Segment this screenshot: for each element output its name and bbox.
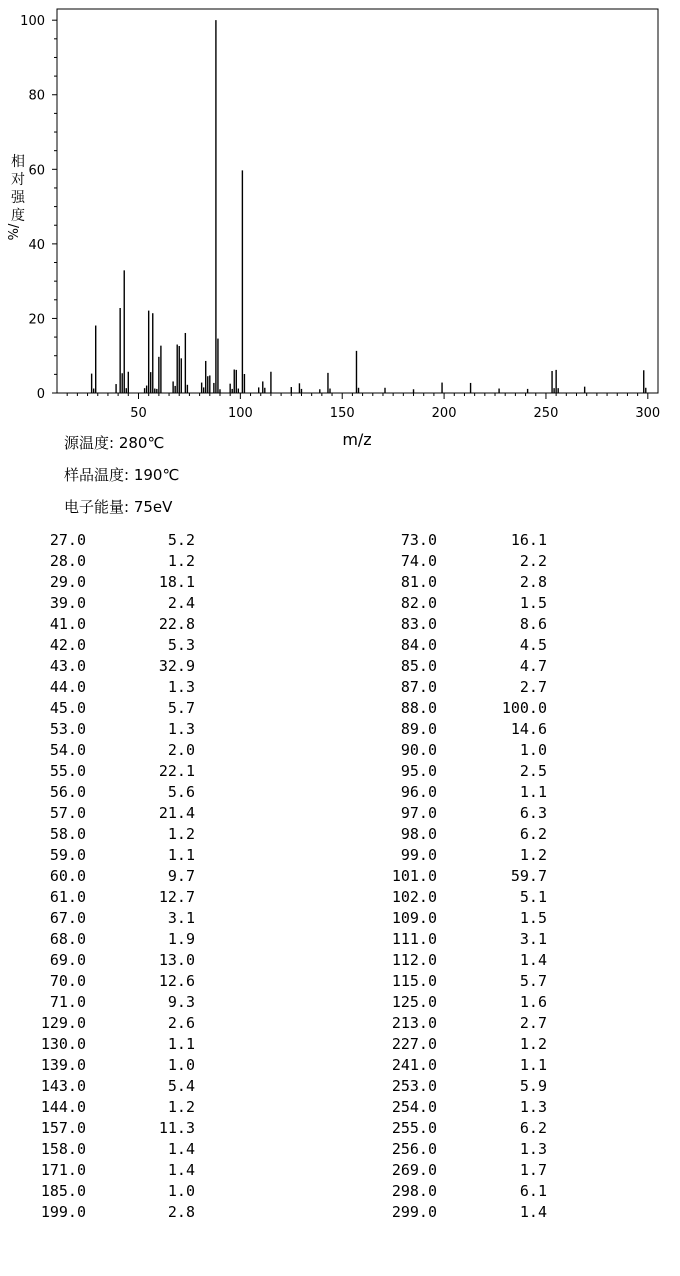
- table-row: [0, 678, 680, 699]
- mz-value: 59.0: [49, 846, 86, 864]
- table-row: [0, 804, 680, 825]
- intensity-value: 18.1: [158, 573, 195, 591]
- y-tick-label: 0: [36, 387, 45, 402]
- table-row: [0, 741, 680, 762]
- intensity-value: 1.2: [519, 1035, 547, 1053]
- intensity-value: 8.6: [519, 615, 547, 633]
- mz-value: 95.0: [400, 762, 437, 780]
- mz-value: 84.0: [400, 636, 437, 654]
- intensity-value: 1.0: [519, 741, 547, 759]
- mz-value: 27.0: [49, 531, 86, 549]
- table-row: [0, 951, 680, 972]
- table-row: [0, 636, 680, 657]
- mz-value: 199.0: [40, 1203, 86, 1221]
- y-axis-label: [7, 153, 26, 240]
- mz-value: 129.0: [40, 1014, 86, 1032]
- mz-value: 115.0: [391, 972, 437, 990]
- mz-value: 130.0: [40, 1035, 86, 1053]
- intensity-value: 14.6: [510, 720, 547, 738]
- mz-value: 96.0: [400, 783, 437, 801]
- mz-value: 256.0: [391, 1140, 437, 1158]
- intensity-value: 1.2: [519, 846, 547, 864]
- mz-value: 58.0: [49, 825, 86, 843]
- mz-value: 158.0: [40, 1140, 86, 1158]
- y-axis-label-char: 度: [11, 208, 25, 224]
- table-row: [0, 1119, 680, 1140]
- table-row: [0, 909, 680, 930]
- intensity-value: 5.7: [167, 699, 195, 717]
- mz-value: 213.0: [391, 1014, 437, 1032]
- x-axis-label: m/z: [342, 430, 372, 449]
- intensity-value: 6.2: [519, 825, 547, 843]
- mz-value: 67.0: [49, 909, 86, 927]
- mz-value: 269.0: [391, 1161, 437, 1179]
- intensity-value: 2.8: [167, 1203, 195, 1221]
- mz-value: 82.0: [400, 594, 437, 612]
- intensity-value: 11.3: [158, 1119, 195, 1137]
- x-tick-label: 150: [329, 406, 355, 421]
- mz-value: 85.0: [400, 657, 437, 675]
- mz-value: 144.0: [40, 1098, 86, 1116]
- intensity-value: 5.6: [167, 783, 195, 801]
- table-row: [0, 1161, 680, 1182]
- mz-value: 254.0: [391, 1098, 437, 1116]
- intensity-value: 2.7: [519, 678, 547, 696]
- mz-value: 74.0: [400, 552, 437, 570]
- y-axis-label-unit: %/: [7, 223, 22, 241]
- y-axis-label-char: 强: [11, 190, 25, 206]
- table-row: [0, 552, 680, 573]
- intensity-value: 5.1: [519, 888, 547, 906]
- intensity-value: 13.0: [158, 951, 195, 969]
- intensity-value: 12.7: [158, 888, 195, 906]
- mz-value: 83.0: [400, 615, 437, 633]
- mz-value: 299.0: [391, 1203, 437, 1221]
- sample-temperature: 样品温度: 190℃: [64, 466, 180, 484]
- x-tick-label: 50: [130, 406, 147, 421]
- mz-value: 125.0: [391, 993, 437, 1011]
- x-axis-ticks: [67, 393, 660, 421]
- mz-value: 70.0: [49, 972, 86, 990]
- intensity-value: 9.7: [167, 867, 195, 885]
- mz-value: 171.0: [40, 1161, 86, 1179]
- mz-value: 68.0: [49, 930, 86, 948]
- y-tick-label: 80: [28, 88, 45, 104]
- source-temperature: 源温度: 280℃: [64, 434, 165, 452]
- mz-value: 157.0: [40, 1119, 86, 1137]
- intensity-value: 2.7: [519, 1014, 547, 1032]
- intensity-value: 6.1: [519, 1182, 547, 1200]
- intensity-value: 1.1: [519, 1056, 547, 1074]
- intensity-value: 22.8: [158, 615, 195, 633]
- table-row: [0, 615, 680, 636]
- intensity-value: 2.6: [167, 1014, 195, 1032]
- table-row: [0, 1182, 680, 1203]
- intensity-value: 5.3: [167, 636, 195, 654]
- intensity-value: 2.8: [519, 573, 547, 591]
- table-row: [0, 531, 680, 552]
- intensity-value: 9.3: [167, 993, 195, 1011]
- y-axis-label-char: 对: [11, 172, 25, 188]
- table-row: [0, 1098, 680, 1119]
- mz-value: 56.0: [49, 783, 86, 801]
- table-row: [0, 720, 680, 741]
- table-row: [0, 594, 680, 615]
- mz-value: 88.0: [400, 699, 437, 717]
- electron-energy: 电子能量: 75eV: [64, 498, 173, 516]
- intensity-value: 5.7: [519, 972, 547, 990]
- intensity-value: 1.4: [167, 1161, 195, 1179]
- intensity-value: 1.2: [167, 1098, 195, 1116]
- table-row: [0, 888, 680, 909]
- mz-value: 43.0: [49, 657, 86, 675]
- table-row: [0, 1014, 680, 1035]
- mz-value: 253.0: [391, 1077, 437, 1095]
- intensity-value: 1.6: [519, 993, 547, 1011]
- mz-value: 45.0: [49, 699, 86, 717]
- mz-value: 143.0: [40, 1077, 86, 1095]
- intensity-value: 1.0: [167, 1056, 195, 1074]
- mz-value: 109.0: [391, 909, 437, 927]
- mz-value: 97.0: [400, 804, 437, 822]
- intensity-value: 59.7: [510, 867, 547, 885]
- table-row: [0, 993, 680, 1014]
- intensity-value: 5.2: [167, 531, 195, 549]
- mz-value: 111.0: [391, 930, 437, 948]
- mass-spectrum-chart: [0, 0, 680, 460]
- mz-value: 54.0: [49, 741, 86, 759]
- spectrum-peaks: [92, 20, 646, 393]
- table-row: [0, 699, 680, 720]
- table-row: [0, 1077, 680, 1098]
- intensity-value: 1.5: [519, 594, 547, 612]
- mz-value: 73.0: [400, 531, 437, 549]
- mz-value: 60.0: [49, 867, 86, 885]
- x-tick-label: 100: [227, 406, 253, 421]
- mz-value: 55.0: [49, 762, 86, 780]
- table-row: [0, 1203, 680, 1224]
- plot-frame: [57, 9, 658, 393]
- table-row: [0, 867, 680, 888]
- mz-value: 41.0: [49, 615, 86, 633]
- intensity-value: 1.5: [519, 909, 547, 927]
- x-tick-label: 200: [431, 406, 457, 421]
- y-tick-label: 100: [20, 14, 45, 30]
- table-row: [0, 1140, 680, 1161]
- intensity-value: 1.3: [167, 678, 195, 696]
- intensity-value: 4.7: [519, 657, 547, 675]
- table-row: [0, 930, 680, 951]
- y-axis-ticks: [20, 14, 57, 402]
- intensity-value: 1.0: [167, 1182, 195, 1200]
- intensity-value: 21.4: [158, 804, 195, 822]
- mz-value: 90.0: [400, 741, 437, 759]
- intensity-value: 16.1: [510, 531, 547, 549]
- mz-value: 255.0: [391, 1119, 437, 1137]
- mz-value: 241.0: [391, 1056, 437, 1074]
- intensity-value: 2.5: [519, 762, 547, 780]
- table-row: [0, 783, 680, 804]
- intensity-value: 5.4: [167, 1077, 195, 1095]
- intensity-value: 100.0: [501, 699, 547, 717]
- mz-value: 89.0: [400, 720, 437, 738]
- intensity-value: 5.9: [519, 1077, 547, 1095]
- intensity-value: 1.3: [519, 1140, 547, 1158]
- mz-value: 112.0: [391, 951, 437, 969]
- mz-value: 29.0: [49, 573, 86, 591]
- mz-value: 81.0: [400, 573, 437, 591]
- mz-value: 87.0: [400, 678, 437, 696]
- intensity-value: 12.6: [158, 972, 195, 990]
- intensity-value: 2.2: [519, 552, 547, 570]
- intensity-value: 1.4: [519, 951, 547, 969]
- mz-value: 102.0: [391, 888, 437, 906]
- intensity-value: 6.2: [519, 1119, 547, 1137]
- intensity-value: 2.4: [167, 594, 195, 612]
- mz-value: 57.0: [49, 804, 86, 822]
- mz-value: 185.0: [40, 1182, 86, 1200]
- intensity-value: 3.1: [519, 930, 547, 948]
- table-row: [0, 657, 680, 678]
- mz-value: 69.0: [49, 951, 86, 969]
- table-row: [0, 972, 680, 993]
- mz-value: 39.0: [49, 594, 86, 612]
- intensity-value: 1.7: [519, 1161, 547, 1179]
- mz-value: 28.0: [49, 552, 86, 570]
- intensity-value: 6.3: [519, 804, 547, 822]
- x-tick-label: 300: [635, 406, 661, 421]
- intensity-value: 1.4: [167, 1140, 195, 1158]
- mz-value: 298.0: [391, 1182, 437, 1200]
- y-tick-label: 20: [28, 312, 45, 328]
- mz-value: 98.0: [400, 825, 437, 843]
- intensity-value: 1.2: [167, 825, 195, 843]
- mz-value: 99.0: [400, 846, 437, 864]
- intensity-value: 4.5: [519, 636, 547, 654]
- intensity-value: 1.1: [167, 1035, 195, 1053]
- table-row: [0, 1056, 680, 1077]
- y-tick-label: 40: [28, 237, 45, 253]
- intensity-value: 1.3: [519, 1098, 547, 1116]
- y-axis-label-char: 相: [11, 154, 25, 170]
- mz-value: 139.0: [40, 1056, 86, 1074]
- table-row: [0, 762, 680, 783]
- table-row: [0, 825, 680, 846]
- table-row: [0, 573, 680, 594]
- intensity-value: 3.1: [167, 909, 195, 927]
- intensity-value: 32.9: [158, 657, 195, 675]
- x-tick-label: 250: [533, 406, 559, 421]
- mz-value: 71.0: [49, 993, 86, 1011]
- intensity-value: 1.9: [167, 930, 195, 948]
- intensity-value: 1.3: [167, 720, 195, 738]
- y-tick-label: 60: [28, 163, 45, 179]
- table-row: [0, 1035, 680, 1056]
- mz-value: 61.0: [49, 888, 86, 906]
- mz-value: 42.0: [49, 636, 86, 654]
- mz-value: 101.0: [391, 867, 437, 885]
- intensity-value: 2.0: [167, 741, 195, 759]
- intensity-value: 1.2: [167, 552, 195, 570]
- intensity-value: 1.1: [519, 783, 547, 801]
- intensity-value: 1.1: [167, 846, 195, 864]
- mz-value: 53.0: [49, 720, 86, 738]
- mz-value: 227.0: [391, 1035, 437, 1053]
- table-row: [0, 846, 680, 867]
- intensity-value: 1.4: [519, 1203, 547, 1221]
- mz-value: 44.0: [49, 678, 86, 696]
- intensity-value: 22.1: [158, 762, 195, 780]
